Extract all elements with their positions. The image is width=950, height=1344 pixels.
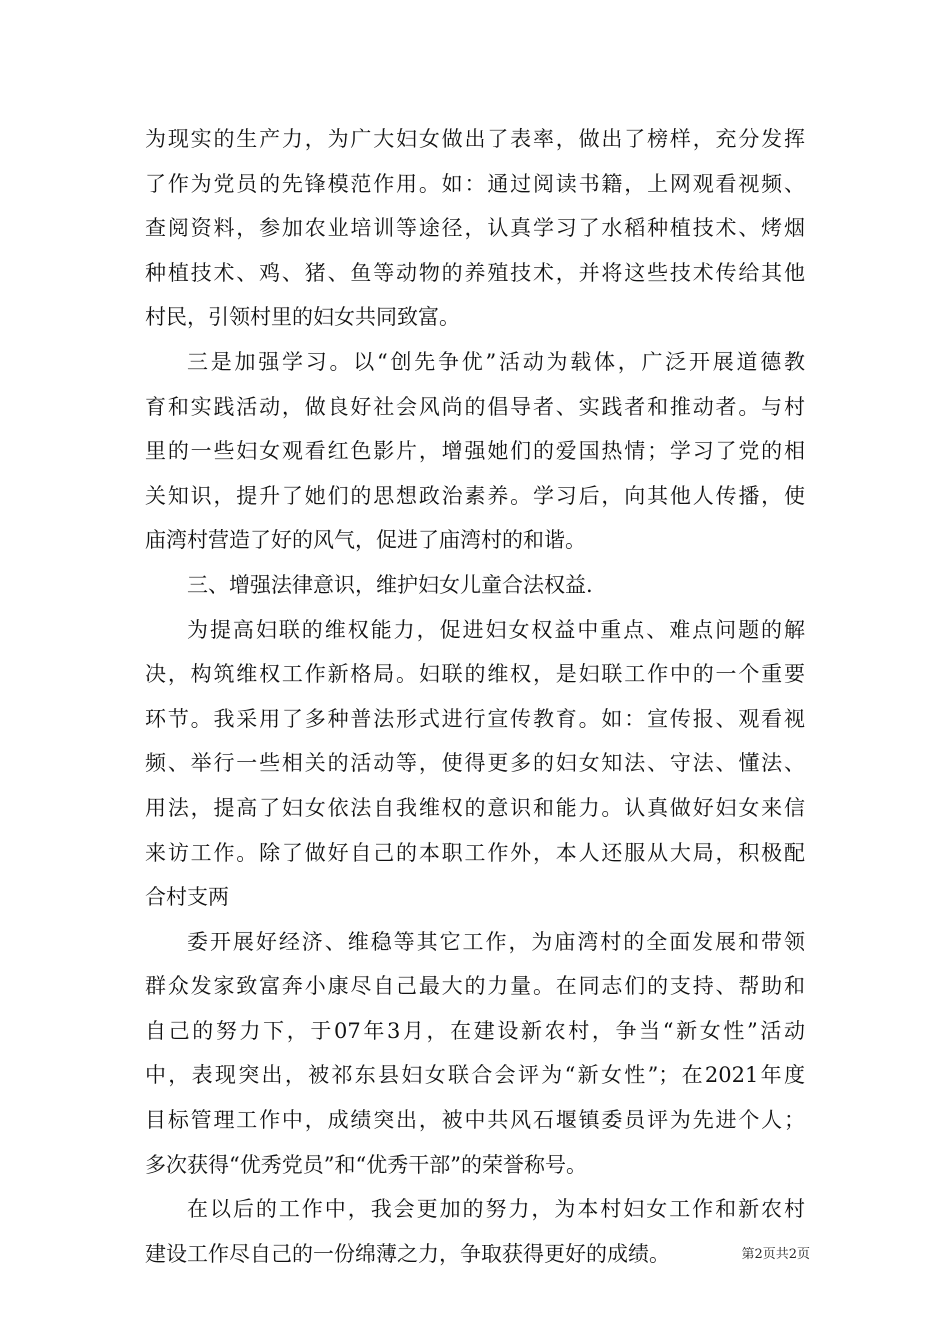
text-line: 在以后的工作中，我会更加的努力，为本村妇女工作和新农村 — [187, 1197, 805, 1222]
section-heading — [145, 563, 805, 608]
text-line: 三是加强学习。以“创先争优”活动为载体，广泛开展道德教 — [187, 349, 805, 374]
paragraph — [145, 117, 805, 340]
text-line: 育和实践活动，做良好社会风尚的倡导者、实践者和推动者。与村 — [145, 394, 805, 419]
text-line: 关知识，提升了她们的思想政治素养。学习后，向其他人传播，使 — [145, 483, 805, 508]
text-line: 环节。我采用了多种普法形式进行宣传教育。如：宣传报、观看视 — [145, 706, 805, 731]
text-line: 里的一些妇女观看红色影片，增强她们的爱国热情；学习了党的相 — [145, 439, 805, 464]
text-line: 种植技术、鸡、猪、鱼等动物的养殖技术，并将这些技术传给其他 — [145, 260, 805, 285]
text-line: 用法，提高了妇女依法自我维权的意识和能力。认真做好妇女来信 — [145, 795, 805, 820]
text-line: 多次获得“优秀党员”和“优秀干部”的荣誉称号。 — [145, 1152, 587, 1177]
paragraph — [145, 1187, 805, 1276]
text-line: 为现实的生产力，为广大妇女做出了表率，做出了榜样，充分发挥 — [145, 127, 805, 151]
text-line: 决，构筑维权工作新格局。妇联的维权，是妇联工作中的一个重要 — [145, 662, 805, 687]
text-line: 三、增强法律意识，维护妇女儿童合法权益. — [187, 572, 593, 597]
text-line: 自己的努力下，于07年3月，在建设新农村，争当“新女性”活动 — [145, 1018, 805, 1043]
text-line: 村民，引领村里的妇女共同致富。 — [145, 305, 460, 330]
paragraph — [145, 920, 805, 1188]
text-line: 庙湾村营造了好的风气，促进了庙湾村的和谐。 — [145, 528, 586, 553]
text-line: 为提高妇联的维权能力，促进妇女权益中重点、难点问题的解 — [187, 617, 805, 642]
text-line: 来访工作。除了做好自己的本职工作外，本人还服从大局，积极配 — [145, 840, 805, 865]
text-line: 群众发家致富奔小康尽自己最大的力量。在同志们的支持、帮助和 — [145, 974, 805, 999]
document-body — [145, 117, 805, 1276]
text-line: 建设工作尽自己的一份绵薄之力，争取获得更好的成绩。 — [145, 1241, 670, 1266]
text-line: 委开展好经济、维稳等其它工作，为庙湾村的全面发展和带领 — [187, 929, 805, 954]
text-line: 中，表现突出，被祁东县妇女联合会评为“新女性”；在2021年度 — [145, 1063, 805, 1088]
page-number-footer: 第2页共2页 — [741, 1247, 810, 1262]
text-line: 合村支两 — [145, 885, 229, 910]
text-line: 频、举行一些相关的活动等，使得更多的妇女知法、守法、懂法、 — [145, 751, 805, 776]
text-line: 目标管理工作中，成绩突出，被中共风石堰镇委员评为先进个人； — [145, 1108, 805, 1133]
text-line: 了作为党员的先锋模范作用。如：通过阅读书籍，上网观看视频、 — [145, 171, 805, 196]
paragraph — [145, 340, 805, 563]
text-line: 查阅资料，参加农业培训等途径，认真学习了水稻种植技术、烤烟 — [145, 216, 805, 241]
paragraph — [145, 608, 805, 920]
